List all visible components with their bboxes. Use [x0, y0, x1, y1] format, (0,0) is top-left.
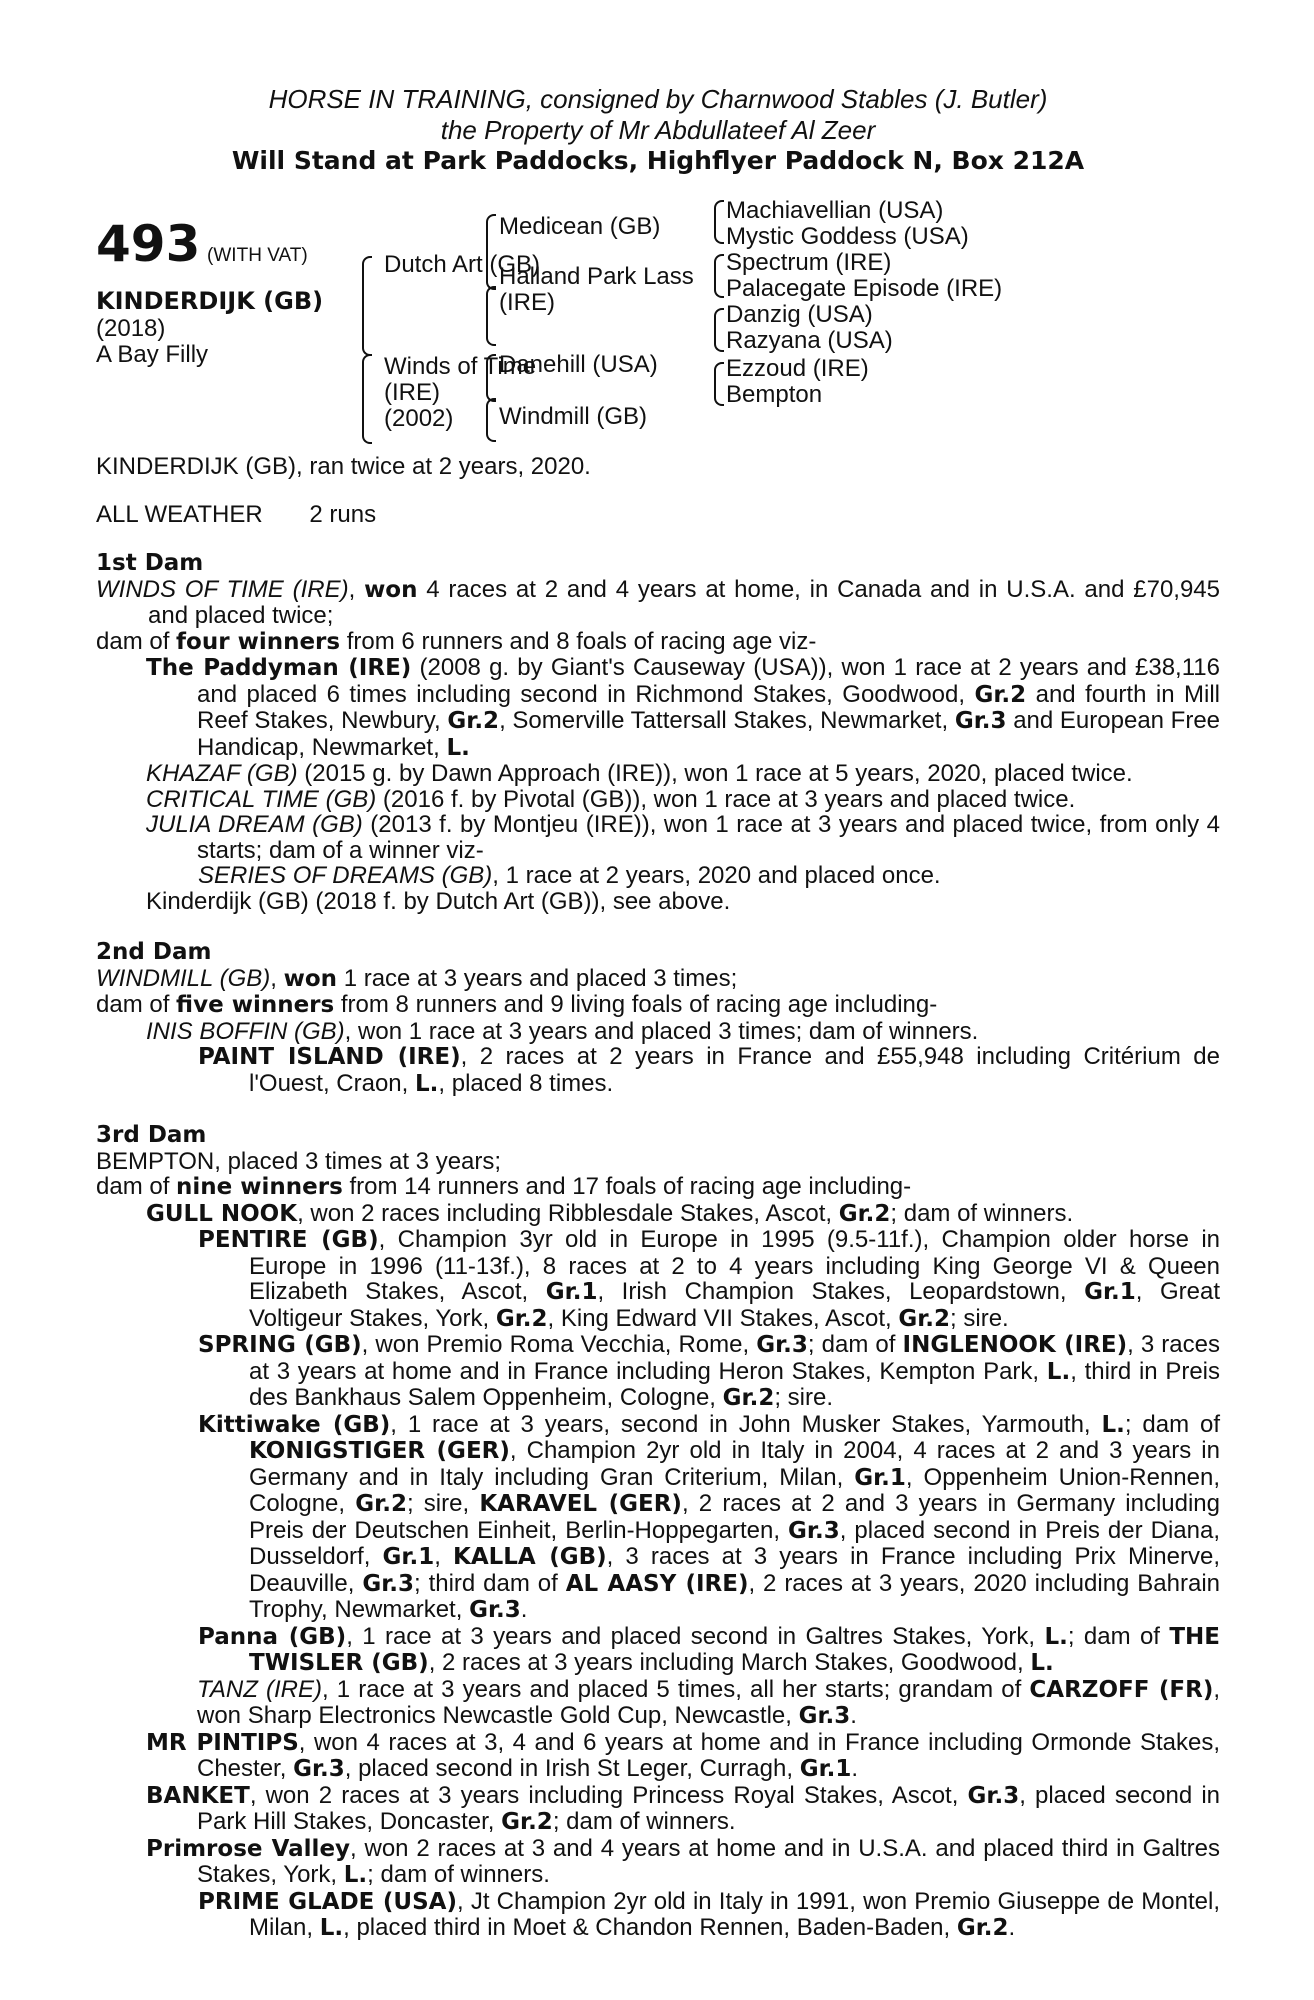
grade-label: Gr.3	[788, 1517, 840, 1544]
progeny-name: INGLENOOK (IRE)	[902, 1332, 1128, 1358]
progeny-name: CARZOFF (FR)	[1029, 1676, 1214, 1703]
progeny-primrose-valley	[96, 1836, 1220, 1889]
progeny-text: , 2 races at 3 years, 2020 including Bahrain Trophy, Newmarket,	[249, 1569, 1221, 1623]
dss: Danzig (USA)	[726, 301, 873, 328]
horse-description: A Bay Filly	[96, 341, 209, 368]
produce-summary: from 6 runners and 8 foals of racing age viz-	[346, 627, 817, 655]
progeny-prime-glade	[96, 1889, 1220, 1942]
catalogue-page	[96, 84, 1220, 1942]
progeny-text: ; dam of winners.	[367, 1861, 550, 1888]
progeny-text: ; dam of	[1067, 1622, 1160, 1650]
listed-label: L.	[446, 734, 470, 761]
progeny-text: (2013 f. by Montjeu (IRE)), won 1 race at 3 years and placed twice, from only 4 starts; dam of a winner viz-	[197, 811, 1220, 864]
sires-sire: Medicean (GB)	[499, 213, 661, 240]
produce-summary: from 8 runners and 9 living foals of racing age including-	[340, 991, 938, 1018]
record-surface: ALL WEATHER	[96, 500, 263, 528]
listed-label: L.	[1046, 1358, 1071, 1385]
progeny-name: KONIGSTIGER (GER)	[249, 1438, 510, 1464]
progeny-text: , third in Preis des Bankhaus Salem Oppenheim, Cologne,	[249, 1357, 1221, 1411]
first-dam-record: WINDS OF TIME (IRE), won 4 races at 2 and 4 years at home, in Canada and in U.S.A. and £70,945 and placed twice;	[96, 575, 1220, 629]
race-summary: KINDERDIJK (GB), ran twice at 2 years, 2020.	[96, 453, 591, 480]
grade-label: Gr.1	[1084, 1279, 1136, 1305]
progeny-name: THE TWISLER (GB)	[249, 1623, 1220, 1676]
progeny-name: SERIES OF DREAMS (GB)	[198, 862, 493, 889]
grade-label: Gr.3	[954, 708, 1007, 734]
progeny-text: , 2 races at 2 years in France and £55,948 including Critérium de l'Ouest, Craon,	[249, 1043, 1220, 1097]
progeny-name: Primrose Valley	[146, 1835, 351, 1862]
grade-label: Gr.2	[722, 1385, 775, 1411]
grade-label: Gr.1	[854, 1464, 906, 1491]
progeny-kittiwake	[96, 1412, 1220, 1624]
listed-label: L.	[1101, 1411, 1125, 1438]
record-runs: 2 runs	[309, 500, 377, 528]
progeny-name: JULIA DREAM (GB)	[146, 811, 363, 838]
grade-label: Gr.1	[545, 1279, 598, 1305]
stable-location: Will Stand at Park Paddocks, Highflyer Paddock N, Box 212A	[231, 146, 1085, 175]
grade-label: Gr.3	[469, 1597, 521, 1623]
lot-block	[96, 215, 308, 273]
listed-label: L.	[415, 1070, 439, 1097]
sss: Machiavellian (USA)	[726, 197, 944, 224]
grade-label: Gr.2	[956, 1915, 1009, 1941]
sire-bracket	[362, 256, 372, 356]
progeny-name: GULL NOOK	[146, 1200, 298, 1227]
third-dam-record: BEMPTON, placed 3 times at 3 years;	[96, 1147, 502, 1175]
listed-label: L.	[319, 1915, 344, 1941]
progeny-text: , Champion 2yr old in Italy in 2004, 4 races at 2 and 3 years in Germany and in Italy including Gran Criterium, Milan,	[249, 1437, 1220, 1491]
listed-label: L.	[343, 1862, 368, 1888]
gen3-bracket-3	[714, 308, 724, 352]
dds: Ezzoud (IRE)	[726, 355, 869, 382]
second-dam-record: WINDMILL (GB), won 1 race at 3 years and placed 3 times;	[96, 964, 738, 992]
progeny-text: ; sire,	[406, 1490, 470, 1517]
progeny-text: , 1 race at 3 years and placed second in Galtres Stakes, York,	[346, 1622, 1036, 1650]
first-dam-text: 4 races at 2 and 4 years at home, in Canada and in U.S.A. and £70,945 and placed twice;	[148, 575, 1220, 629]
race-record	[96, 502, 1220, 528]
vat-note: (WITH VAT)	[207, 245, 308, 266]
progeny-text: ; sire.	[774, 1384, 834, 1411]
progeny-critical-time	[96, 787, 1220, 813]
progeny-text: , 2 races at 2 and 3 years in Germany including Preis der Deutschen Einheit, Berlin-Hoppegarten,	[249, 1490, 1221, 1544]
progeny-text: , placed third in Moet & Chandon Rennen, Baden-Baden,	[343, 1914, 951, 1941]
progeny-text: .	[851, 1755, 859, 1782]
progeny-panna	[96, 1624, 1220, 1677]
sires-dam-line2: (IRE)	[499, 289, 555, 316]
dam-of-label: dam of	[96, 627, 170, 655]
dsd: Razyana (USA)	[726, 327, 893, 354]
lot-number: 493	[96, 215, 201, 273]
sds: Spectrum (IRE)	[726, 249, 892, 276]
winner-count: nine winners	[176, 1174, 343, 1200]
progeny-pentire	[96, 1227, 1220, 1332]
progeny-text: ; dam of winners.	[890, 1199, 1074, 1227]
dam-of-label: dam of	[96, 1173, 170, 1200]
progeny-text: and European Free Handicap, Newmarket,	[197, 707, 1221, 761]
progeny-name: KHAZAF (GB)	[146, 760, 298, 787]
progeny-text: , won Premio Roma Vecchia, Rome,	[361, 1331, 750, 1358]
progeny-text: , won 2 races including Ribblesdale Stakes, Ascot,	[297, 1199, 833, 1227]
dam-line2: (IRE)	[384, 379, 440, 406]
sires-dam-line1: Halland Park Lass	[499, 263, 694, 290]
progeny-name: KALLA (GB)	[453, 1544, 607, 1570]
progeny-text: and fourth in Mill Reef Stakes, Newbury,	[197, 680, 1220, 734]
progeny-text: ; sire.	[950, 1304, 1009, 1332]
grade-label: Gr.1	[382, 1544, 435, 1570]
progeny-kinderdijk: Kinderdijk (GB) (2018 f. by Dutch Art (GB)), see above.	[146, 887, 731, 915]
progeny-text: , Jt Champion 2yr old in Italy in 1991, won Premio Giuseppe de Montel, Milan,	[249, 1887, 1220, 1941]
listed-label: L.	[1044, 1623, 1068, 1650]
grade-label: Gr.2	[501, 1809, 553, 1835]
grade-label: Gr.2	[355, 1491, 407, 1517]
progeny-mr-pintips	[96, 1730, 1220, 1783]
progeny-text: , Champion 3yr old in Europe in 1995 (9.5-11f.), Champion older horse in Europe in 1996 (11-13f.), 8 races at 2 to 4 years including King George VI & Queen Elizabeth Stakes, Ascot,	[249, 1226, 1220, 1305]
second-dam-name: WINDMILL (GB)	[96, 964, 271, 992]
progeny-text: , won 4 races at 3, 4 and 6 years at home and in France including Ormonde Stakes, Chester,	[197, 1728, 1221, 1782]
progeny-text: , Great Voltigeur Stakes, York,	[249, 1278, 1220, 1332]
gen3-bracket-1	[714, 200, 724, 244]
grade-label: Gr.3	[756, 1332, 808, 1358]
progeny-text: , won Sharp Electronics Newcastle Gold Cup, Newcastle,	[197, 1675, 1221, 1729]
listed-label: L.	[1030, 1650, 1054, 1676]
winner-count: four winners	[176, 628, 341, 655]
progeny-text: , 1 race at 3 years and placed 5 times, all her starts; grandam of	[322, 1675, 1022, 1703]
progeny-text: (2015 g. by Dawn Approach (IRE)), won 1 race at 5 years, 2020, placed twice.	[304, 760, 1133, 787]
first-dam-name: WINDS OF TIME (IRE)	[96, 575, 349, 603]
grade-label: Gr.3	[798, 1703, 851, 1729]
progeny-name: PAINT ISLAND (IRE)	[198, 1044, 461, 1070]
progeny-name: Panna (GB)	[198, 1623, 347, 1650]
dam-line1: Winds of Time	[384, 353, 537, 380]
progeny-text: ; dam of	[1124, 1410, 1220, 1438]
progeny-name: INIS BOFFIN (GB)	[146, 1017, 345, 1045]
second-dam-text: 1 race at 3 years and placed 3 times;	[343, 964, 738, 992]
progeny-text: , King Edward VII Stakes, Ascot,	[547, 1304, 892, 1332]
progeny-text: .	[1008, 1914, 1016, 1941]
dam-side-bracket-bottom	[486, 398, 496, 442]
gen3-bracket-2	[714, 254, 724, 298]
consignor-line: HORSE IN TRAINING, consigned by Charnwood Stables (J. Butler)	[268, 84, 1048, 114]
ssd: Mystic Goddess (USA)	[726, 223, 969, 250]
dam-bracket	[362, 354, 372, 444]
grade-label: Gr.3	[362, 1570, 414, 1597]
progeny-text: , placed second in Park Hill Stakes, Doncaster,	[197, 1781, 1221, 1835]
sire-side-bracket-top	[486, 214, 496, 290]
progeny-text: , 3 races at 3 years in France including Prix Minerve, Deauville,	[249, 1543, 1220, 1597]
dam-line3: (2002)	[384, 405, 454, 432]
progeny-name: KARAVEL (GER)	[479, 1491, 682, 1517]
grade-label: Gr.2	[838, 1200, 891, 1227]
second-dam-heading: 2nd Dam	[96, 939, 212, 965]
grade-label: Gr.2	[495, 1305, 548, 1332]
grade-label: Gr.2	[974, 681, 1027, 708]
progeny-text: .	[520, 1596, 528, 1623]
progeny-paddyman	[96, 655, 1220, 761]
progeny-paint-island	[96, 1044, 1220, 1097]
progeny-text: ; dam of winners.	[552, 1808, 736, 1835]
horse-name: KINDERDIJK (GB)	[96, 287, 324, 315]
progeny-name: PENTIRE (GB)	[198, 1227, 379, 1253]
progeny-text: .	[850, 1702, 857, 1729]
progeny-tanz	[96, 1677, 1220, 1730]
progeny-text: , placed second in Preis der Diana, Dusseldorf,	[249, 1516, 1221, 1570]
dams-sire: Danehill (USA)	[499, 351, 658, 378]
progeny-text: , won 1 race at 3 years and placed 3 times; dam of winners.	[344, 1017, 979, 1045]
progeny-khazaf	[96, 761, 1220, 787]
progeny-text: , 1 race at 2 years, 2020 and placed once.	[492, 862, 941, 889]
progeny-text: , 3 races at 3 years at home and in France including Heron Stakes, Kempton Park,	[249, 1331, 1220, 1385]
first-dam-heading: 1st Dam	[96, 550, 204, 576]
progeny-gull-nook	[96, 1201, 1220, 1228]
third-dam-heading: 3rd Dam	[96, 1122, 207, 1148]
progeny-text: , Somerville Tattersall Stakes, Newmarket,	[499, 707, 949, 734]
dam-of-label: dam of	[96, 991, 170, 1018]
third-dam-produce	[96, 1174, 1220, 1201]
grade-label: Gr.2	[898, 1305, 951, 1332]
grade-label: Gr.3	[967, 1782, 1020, 1809]
progeny-name: Kittiwake (GB)	[198, 1411, 391, 1438]
produce-summary: from 14 runners and 17 foals of racing age including-	[349, 1173, 912, 1200]
progeny-text: (2016 f. by Pivotal (GB)), won 1 race at 3 years and placed twice.	[382, 785, 1076, 813]
progeny-text: ; dam of	[807, 1331, 896, 1358]
progeny-text: , won 2 races at 3 and 4 years at home and in U.S.A. and placed third in Galtres Stakes, York,	[197, 1834, 1221, 1888]
progeny-text: , placed second in Irish St Leger, Curragh,	[344, 1755, 794, 1782]
second-dam-produce	[96, 992, 1220, 1019]
progeny-text: , Irish Champion Stakes, Leopardstown,	[597, 1278, 1067, 1305]
progeny-text: , Oppenheim Union-Rennen, Cologne,	[249, 1463, 1221, 1517]
sire: Dutch Art (GB)	[384, 251, 541, 278]
progeny-text: , 2 races at 3 years including March Stakes, Goodwood,	[428, 1649, 1024, 1676]
dam-side-bracket-top	[486, 354, 496, 402]
won-label: won	[283, 965, 338, 992]
progeny-text: ; third dam of	[414, 1569, 558, 1597]
progeny-text: , 1 race at 3 years, second in John Musker Stakes, Yarmouth,	[390, 1410, 1091, 1438]
progeny-name: AL AASY (IRE)	[565, 1570, 749, 1597]
sdd: Palacegate Episode (IRE)	[726, 275, 1003, 302]
progeny-series-of-dreams	[96, 863, 1220, 889]
progeny-name: PRIME GLADE (USA)	[198, 1888, 457, 1915]
dams-dam: Windmill (GB)	[499, 403, 647, 430]
gen3-bracket-4	[714, 362, 724, 406]
progeny-name: CRITICAL TIME (GB)	[146, 785, 377, 813]
won-label: won	[364, 576, 418, 603]
progeny-name: The Paddyman (IRE)	[146, 655, 412, 681]
progeny-name: MR PINTIPS	[146, 1729, 299, 1756]
progeny-name: BANKET	[146, 1782, 250, 1809]
grade-label: Gr.1	[799, 1756, 852, 1782]
grade-label: Gr.3	[293, 1756, 345, 1782]
grade-label: Gr.2	[447, 708, 500, 734]
pedigree-table	[96, 197, 1220, 454]
progeny-text: , placed 8 times.	[438, 1069, 614, 1097]
progeny-banket	[96, 1783, 1220, 1836]
ddd: Bempton	[726, 381, 823, 408]
progeny-name: SPRING (GB)	[198, 1332, 362, 1358]
progeny-name: TANZ (IRE)	[197, 1675, 322, 1703]
progeny-julia-dream	[96, 812, 1220, 863]
winner-count: five winners	[176, 992, 335, 1018]
progeny-spring	[96, 1332, 1220, 1412]
progeny-inis-boffin	[96, 1019, 1220, 1045]
sire-side-bracket-bottom	[486, 286, 496, 346]
first-dam-produce	[96, 629, 1220, 656]
property-line: the Property of Mr Abdullateef Al Zeer	[440, 115, 876, 145]
progeny-text: (2008 g. by Giant's Causeway (USA)), won 1 race at 2 years and £38,116 and placed 6 times including second in Richmond Stakes, Goodwood,	[197, 654, 1220, 708]
horse-year: (2018)	[96, 315, 166, 342]
progeny-text: ,	[434, 1543, 441, 1570]
progeny-text: , won 2 races at 3 years including Princess Royal Stakes, Ascot,	[249, 1781, 959, 1809]
